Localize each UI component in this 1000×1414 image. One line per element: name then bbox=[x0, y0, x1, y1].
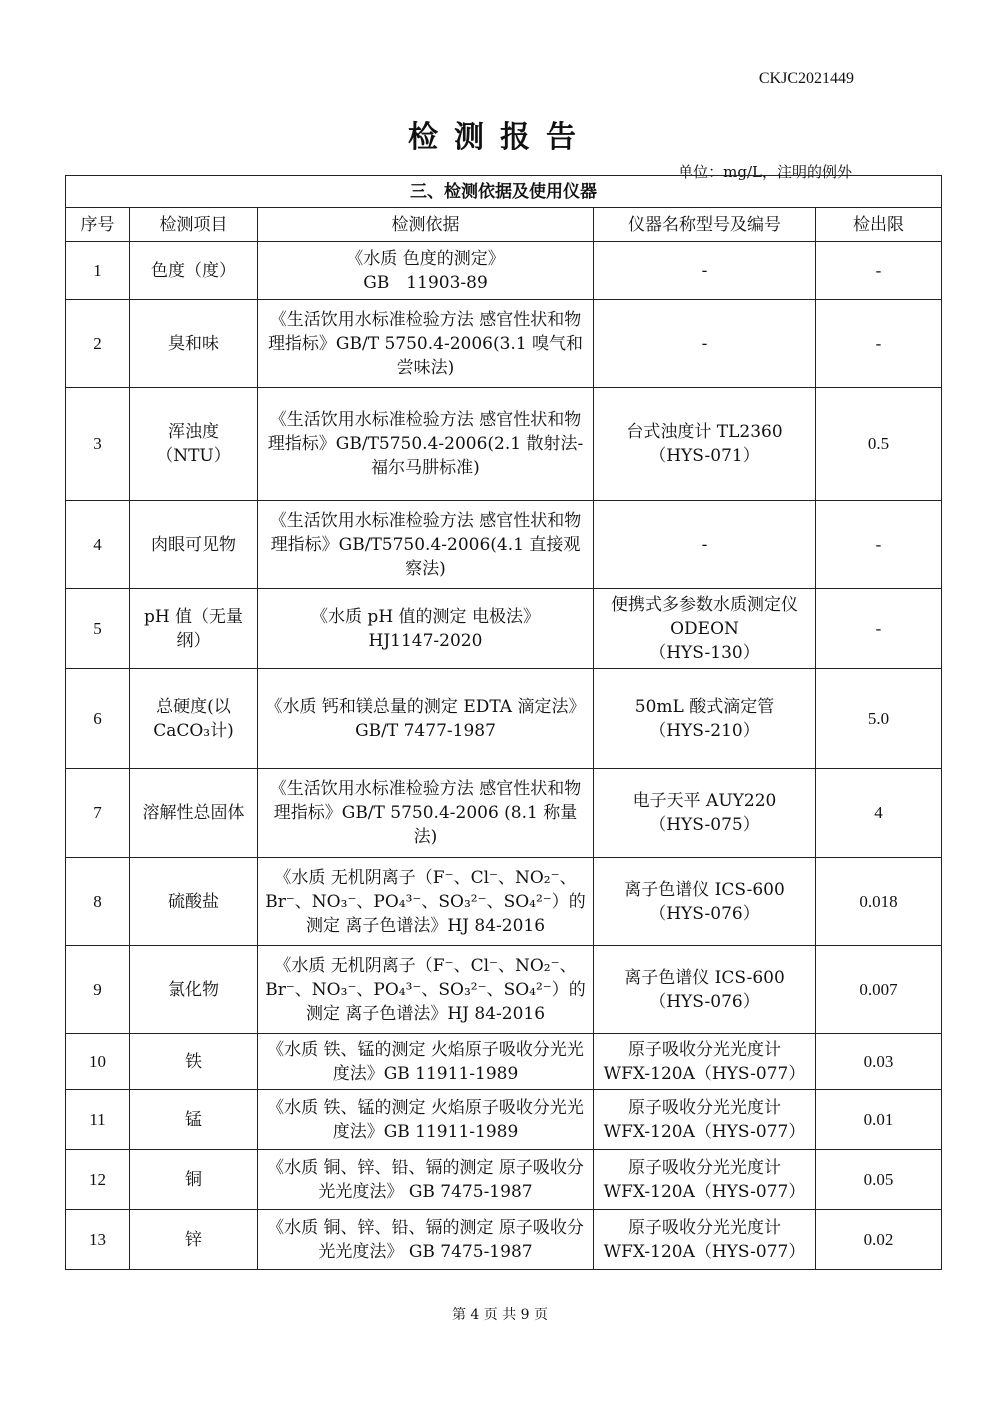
cell-no: 13 bbox=[66, 1210, 130, 1270]
table-row bbox=[66, 1210, 942, 1270]
page-number: 第 4 页 共 9 页 bbox=[451, 1307, 549, 1323]
report-code: CKJC2021449 bbox=[758, 70, 854, 87]
table-row bbox=[66, 501, 942, 589]
cell-basis: 《水质 铜、锌、铅、镉的测定 原子吸收分光光度法》 GB 7475-1987 bbox=[258, 1150, 594, 1210]
cell-instrument: - bbox=[594, 501, 816, 589]
table-row bbox=[66, 388, 942, 501]
section-title: 三、检测依据及使用仪器 bbox=[66, 176, 942, 208]
cell-no: 11 bbox=[66, 1090, 130, 1150]
report-table bbox=[65, 175, 942, 1270]
cell-no: 9 bbox=[66, 946, 130, 1034]
cell-instrument: 离子色谱仪 ICS-600 （HYS-076） bbox=[594, 946, 816, 1034]
cell-item: 锰 bbox=[130, 1090, 258, 1150]
table-row bbox=[66, 589, 942, 669]
cell-limit: - bbox=[816, 589, 942, 669]
cell-instrument: - bbox=[594, 242, 816, 300]
cell-basis: 《生活饮用水标准检验方法 感官性状和物理指标》GB/T 5750.4-2006 (8.1 称量法) bbox=[258, 769, 594, 858]
cell-basis: 《水质 铜、锌、铅、镉的测定 原子吸收分光光度法》 GB 7475-1987 bbox=[258, 1210, 594, 1270]
cell-basis: 《水质 无机阴离子（F⁻、Cl⁻、NO₂⁻、Br⁻、NO₃⁻、PO₄³⁻、SO₃²⁻、SO₄²⁻）的测定 离子色谱法》HJ 84-2016 bbox=[258, 946, 594, 1034]
cell-instrument: 便携式多参数水质测定仪 ODEON （HYS-130） bbox=[594, 589, 816, 669]
cell-item: 硫酸盐 bbox=[130, 858, 258, 946]
cell-limit: 0.03 bbox=[816, 1034, 942, 1090]
cell-item: 铜 bbox=[130, 1150, 258, 1210]
cell-basis: 《水质 无机阴离子（F⁻、Cl⁻、NO₂⁻、Br⁻、NO₃⁻、PO₄³⁻、SO₃²⁻、SO₄²⁻）的测定 离子色谱法》HJ 84-2016 bbox=[258, 858, 594, 946]
cell-limit: 4 bbox=[816, 769, 942, 858]
cell-limit: 0.5 bbox=[816, 388, 942, 501]
cell-basis: 《水质 pH 值的测定 电极法》 HJ1147-2020 bbox=[258, 589, 594, 669]
cell-instrument: 原子吸收分光光度计 WFX-120A（HYS-077） bbox=[594, 1210, 816, 1270]
cell-instrument: 电子天平 AUY220 （HYS-075） bbox=[594, 769, 816, 858]
cell-no: 2 bbox=[66, 300, 130, 388]
table-row bbox=[66, 1090, 942, 1150]
table-row bbox=[66, 1034, 942, 1090]
cell-basis: 《水质 钙和镁总量的测定 EDTA 滴定法》GB/T 7477-1987 bbox=[258, 669, 594, 769]
cell-no: 8 bbox=[66, 858, 130, 946]
cell-no: 1 bbox=[66, 242, 130, 300]
cell-item: 总硬度(以CaCO₃计) bbox=[130, 669, 258, 769]
cell-limit: 0.02 bbox=[816, 1210, 942, 1270]
cell-limit: 0.018 bbox=[816, 858, 942, 946]
cell-no: 5 bbox=[66, 589, 130, 669]
cell-instrument: 原子吸收分光光度计 WFX-120A（HYS-077） bbox=[594, 1034, 816, 1090]
column-header: 检测依据 bbox=[258, 208, 594, 242]
table-row bbox=[66, 858, 942, 946]
cell-limit: 5.0 bbox=[816, 669, 942, 769]
cell-instrument: 离子色谱仪 ICS-600 （HYS-076） bbox=[594, 858, 816, 946]
cell-limit: 0.007 bbox=[816, 946, 942, 1034]
cell-basis: 《生活饮用水标准检验方法 感官性状和物理指标》GB/T 5750.4-2006(3.1 嗅气和尝味法) bbox=[258, 300, 594, 388]
column-header: 序号 bbox=[66, 208, 130, 242]
cell-instrument: 50mL 酸式滴定管 （HYS-210） bbox=[594, 669, 816, 769]
cell-limit: - bbox=[816, 300, 942, 388]
cell-item: 臭和味 bbox=[130, 300, 258, 388]
cell-instrument: 原子吸收分光光度计 WFX-120A（HYS-077） bbox=[594, 1090, 816, 1150]
cell-item: 浑浊度 （NTU） bbox=[130, 388, 258, 501]
cell-item: pH 值（无量纲） bbox=[130, 589, 258, 669]
cell-limit: 0.01 bbox=[816, 1090, 942, 1150]
cell-item: 肉眼可见物 bbox=[130, 501, 258, 589]
cell-basis: 《生活饮用水标准检验方法 感官性状和物理指标》GB/T5750.4-2006(4.1 直接观察法) bbox=[258, 501, 594, 589]
cell-item: 溶解性总固体 bbox=[130, 769, 258, 858]
cell-no: 3 bbox=[66, 388, 130, 501]
table-row bbox=[66, 946, 942, 1034]
cell-basis: 《生活饮用水标准检验方法 感官性状和物理指标》GB/T5750.4-2006(2.1 散射法-福尔马肼标准) bbox=[258, 388, 594, 501]
cell-no: 6 bbox=[66, 669, 130, 769]
cell-item: 铁 bbox=[130, 1034, 258, 1090]
page-title: 检测报告 bbox=[408, 120, 592, 155]
cell-basis: 《水质 色度的测定》 GB 11903-89 bbox=[258, 242, 594, 300]
column-header: 仪器名称型号及编号 bbox=[594, 208, 816, 242]
cell-no: 12 bbox=[66, 1150, 130, 1210]
cell-basis: 《水质 铁、锰的测定 火焰原子吸收分光光度法》GB 11911-1989 bbox=[258, 1034, 594, 1090]
table-row bbox=[66, 300, 942, 388]
cell-instrument: 原子吸收分光光度计 WFX-120A（HYS-077） bbox=[594, 1150, 816, 1210]
table-body bbox=[66, 242, 942, 1270]
cell-instrument: 台式浊度计 TL2360 （HYS-071） bbox=[594, 388, 816, 501]
cell-no: 10 bbox=[66, 1034, 130, 1090]
unit-note: 单位：mg/L，注明的例外 bbox=[678, 163, 852, 181]
cell-item: 氯化物 bbox=[130, 946, 258, 1034]
cell-instrument: - bbox=[594, 300, 816, 388]
cell-limit: - bbox=[816, 242, 942, 300]
column-header: 检测项目 bbox=[130, 208, 258, 242]
cell-limit: - bbox=[816, 501, 942, 589]
cell-no: 4 bbox=[66, 501, 130, 589]
cell-item: 锌 bbox=[130, 1210, 258, 1270]
column-header-row bbox=[66, 208, 942, 242]
cell-item: 色度（度） bbox=[130, 242, 258, 300]
table-row bbox=[66, 769, 942, 858]
column-header: 检出限 bbox=[816, 208, 942, 242]
table-row bbox=[66, 669, 942, 769]
cell-no: 7 bbox=[66, 769, 130, 858]
cell-limit: 0.05 bbox=[816, 1150, 942, 1210]
table-row bbox=[66, 1150, 942, 1210]
table-row bbox=[66, 242, 942, 300]
cell-basis: 《水质 铁、锰的测定 火焰原子吸收分光光度法》GB 11911-1989 bbox=[258, 1090, 594, 1150]
